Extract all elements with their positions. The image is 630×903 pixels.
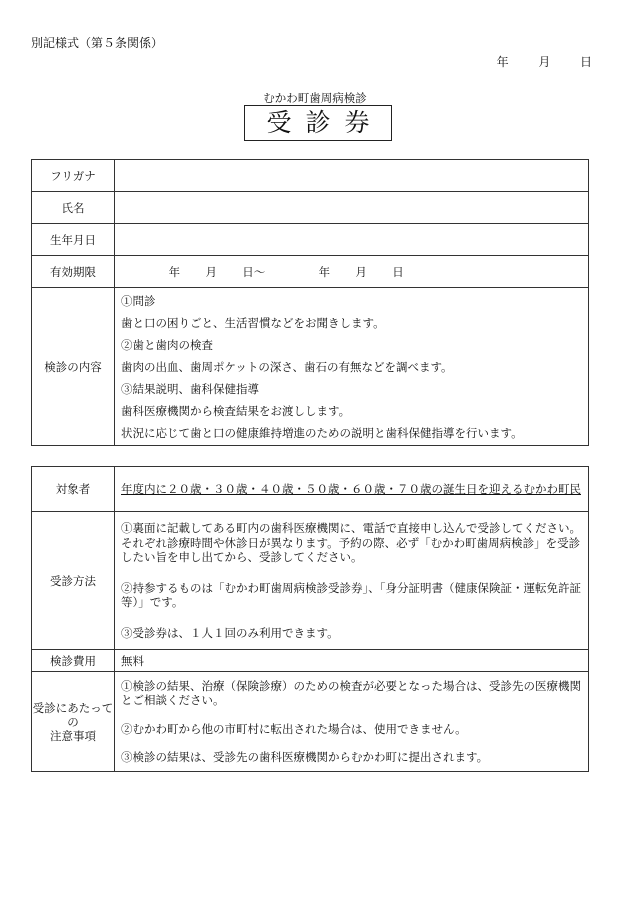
content-item-heading: ③結果説明、歯科保健指導 — [121, 382, 259, 396]
date-year-label: 年 — [496, 55, 509, 69]
target-label: 対象者 — [32, 467, 115, 512]
issue-date — [497, 53, 592, 70]
info-table — [31, 159, 589, 446]
rules-table — [31, 466, 589, 772]
method-description — [115, 512, 589, 650]
validity-start-month: 月 — [205, 264, 217, 279]
validity-end-day: 日 — [392, 264, 404, 279]
notes-label-line: 受診にあたって — [32, 700, 114, 715]
notes-description — [115, 672, 589, 772]
notes-label-line: の — [67, 714, 79, 729]
table-row — [32, 467, 589, 512]
content-item-text: 歯科医療機関から検査結果をお渡しします。 — [121, 404, 351, 418]
table-row — [32, 160, 589, 192]
content-item-text: 歯と口の困りごと、生活習慣などをお聞きします。 — [121, 316, 385, 330]
dob-field[interactable] — [115, 224, 589, 256]
fee-value: 無料 — [115, 650, 589, 672]
fee-label: 検診費用 — [32, 650, 115, 672]
notes-paragraph: ③検診の結果は、受診先の歯科医療機関からむかわ町に提出されます。 — [121, 750, 489, 764]
table-row — [32, 192, 589, 224]
notes-label — [32, 672, 115, 772]
date-month-label: 月 — [538, 55, 551, 69]
method-paragraph: ②持参するものは「むかわ町歯周病検診受診券」、「身分証明書（健康保険証・運転免許証等）」です。 — [121, 580, 581, 609]
table-row — [32, 672, 589, 772]
table-row — [32, 512, 589, 650]
notes-paragraph: ②むかわ町から他の市町村に転出された場合は、使用できません。 — [121, 721, 467, 736]
validity-label: 有効期限 — [32, 256, 115, 288]
validity-start-year: 年 — [168, 264, 181, 279]
name-label: 氏名 — [32, 192, 115, 224]
dob-label: 生年月日 — [32, 224, 115, 256]
content-label: 検診の内容 — [32, 288, 115, 446]
table-row — [32, 288, 589, 446]
method-paragraph: ③受診券は、１人１回のみ利用できます。 — [121, 625, 339, 640]
table-row — [32, 256, 589, 288]
furigana-field[interactable] — [115, 160, 589, 192]
date-day-label: 日 — [579, 55, 592, 69]
target-text: 年度内に２０歳・３０歳・４０歳・５０歳・６０歳・７０歳の誕生日を迎えるむかわ町民 — [121, 482, 581, 496]
notes-paragraph: ①検診の結果、治療（保険診療）のための検査が必要となった場合は、受診先の医療機関とご相談ください。 — [121, 678, 581, 707]
form-label: 別記様式（第５条関係） — [31, 36, 164, 50]
validity-start-day: 日〜 — [242, 264, 266, 279]
name-field[interactable] — [115, 192, 589, 224]
method-paragraph: ①裏面に記載してある町内の歯科医療機関に、電話で直接申し込んで受診してください。それぞれ診療時間や休診日が異なります。予約の際、必ず「むかわ町歯周病検診」を受診したい旨を申し出てから、受診してください。 — [121, 521, 581, 564]
method-label: 受診方法 — [32, 512, 115, 650]
notes-label-line: 注意事項 — [50, 728, 96, 743]
content-description — [115, 288, 589, 446]
validity-field[interactable] — [115, 256, 589, 288]
document-subtitle: むかわ町歯周病検診 — [263, 91, 367, 105]
document-title: 受診券 — [244, 105, 392, 141]
table-row — [32, 224, 589, 256]
furigana-label: フリガナ — [32, 160, 115, 192]
table-row — [32, 650, 589, 672]
target-value — [115, 467, 589, 512]
content-item-heading: ②歯と歯肉の検査 — [121, 338, 213, 352]
validity-end-year: 年 — [318, 264, 331, 279]
validity-end-month: 月 — [355, 264, 367, 279]
content-item-text: 状況に応じて歯と口の健康維持増進のための説明と歯科保健指導を行います。 — [121, 426, 523, 440]
content-item-heading: ①問診 — [121, 294, 156, 308]
content-item-text: 歯肉の出血、歯周ポケットの深さ、歯石の有無などを調べます。 — [121, 360, 453, 374]
